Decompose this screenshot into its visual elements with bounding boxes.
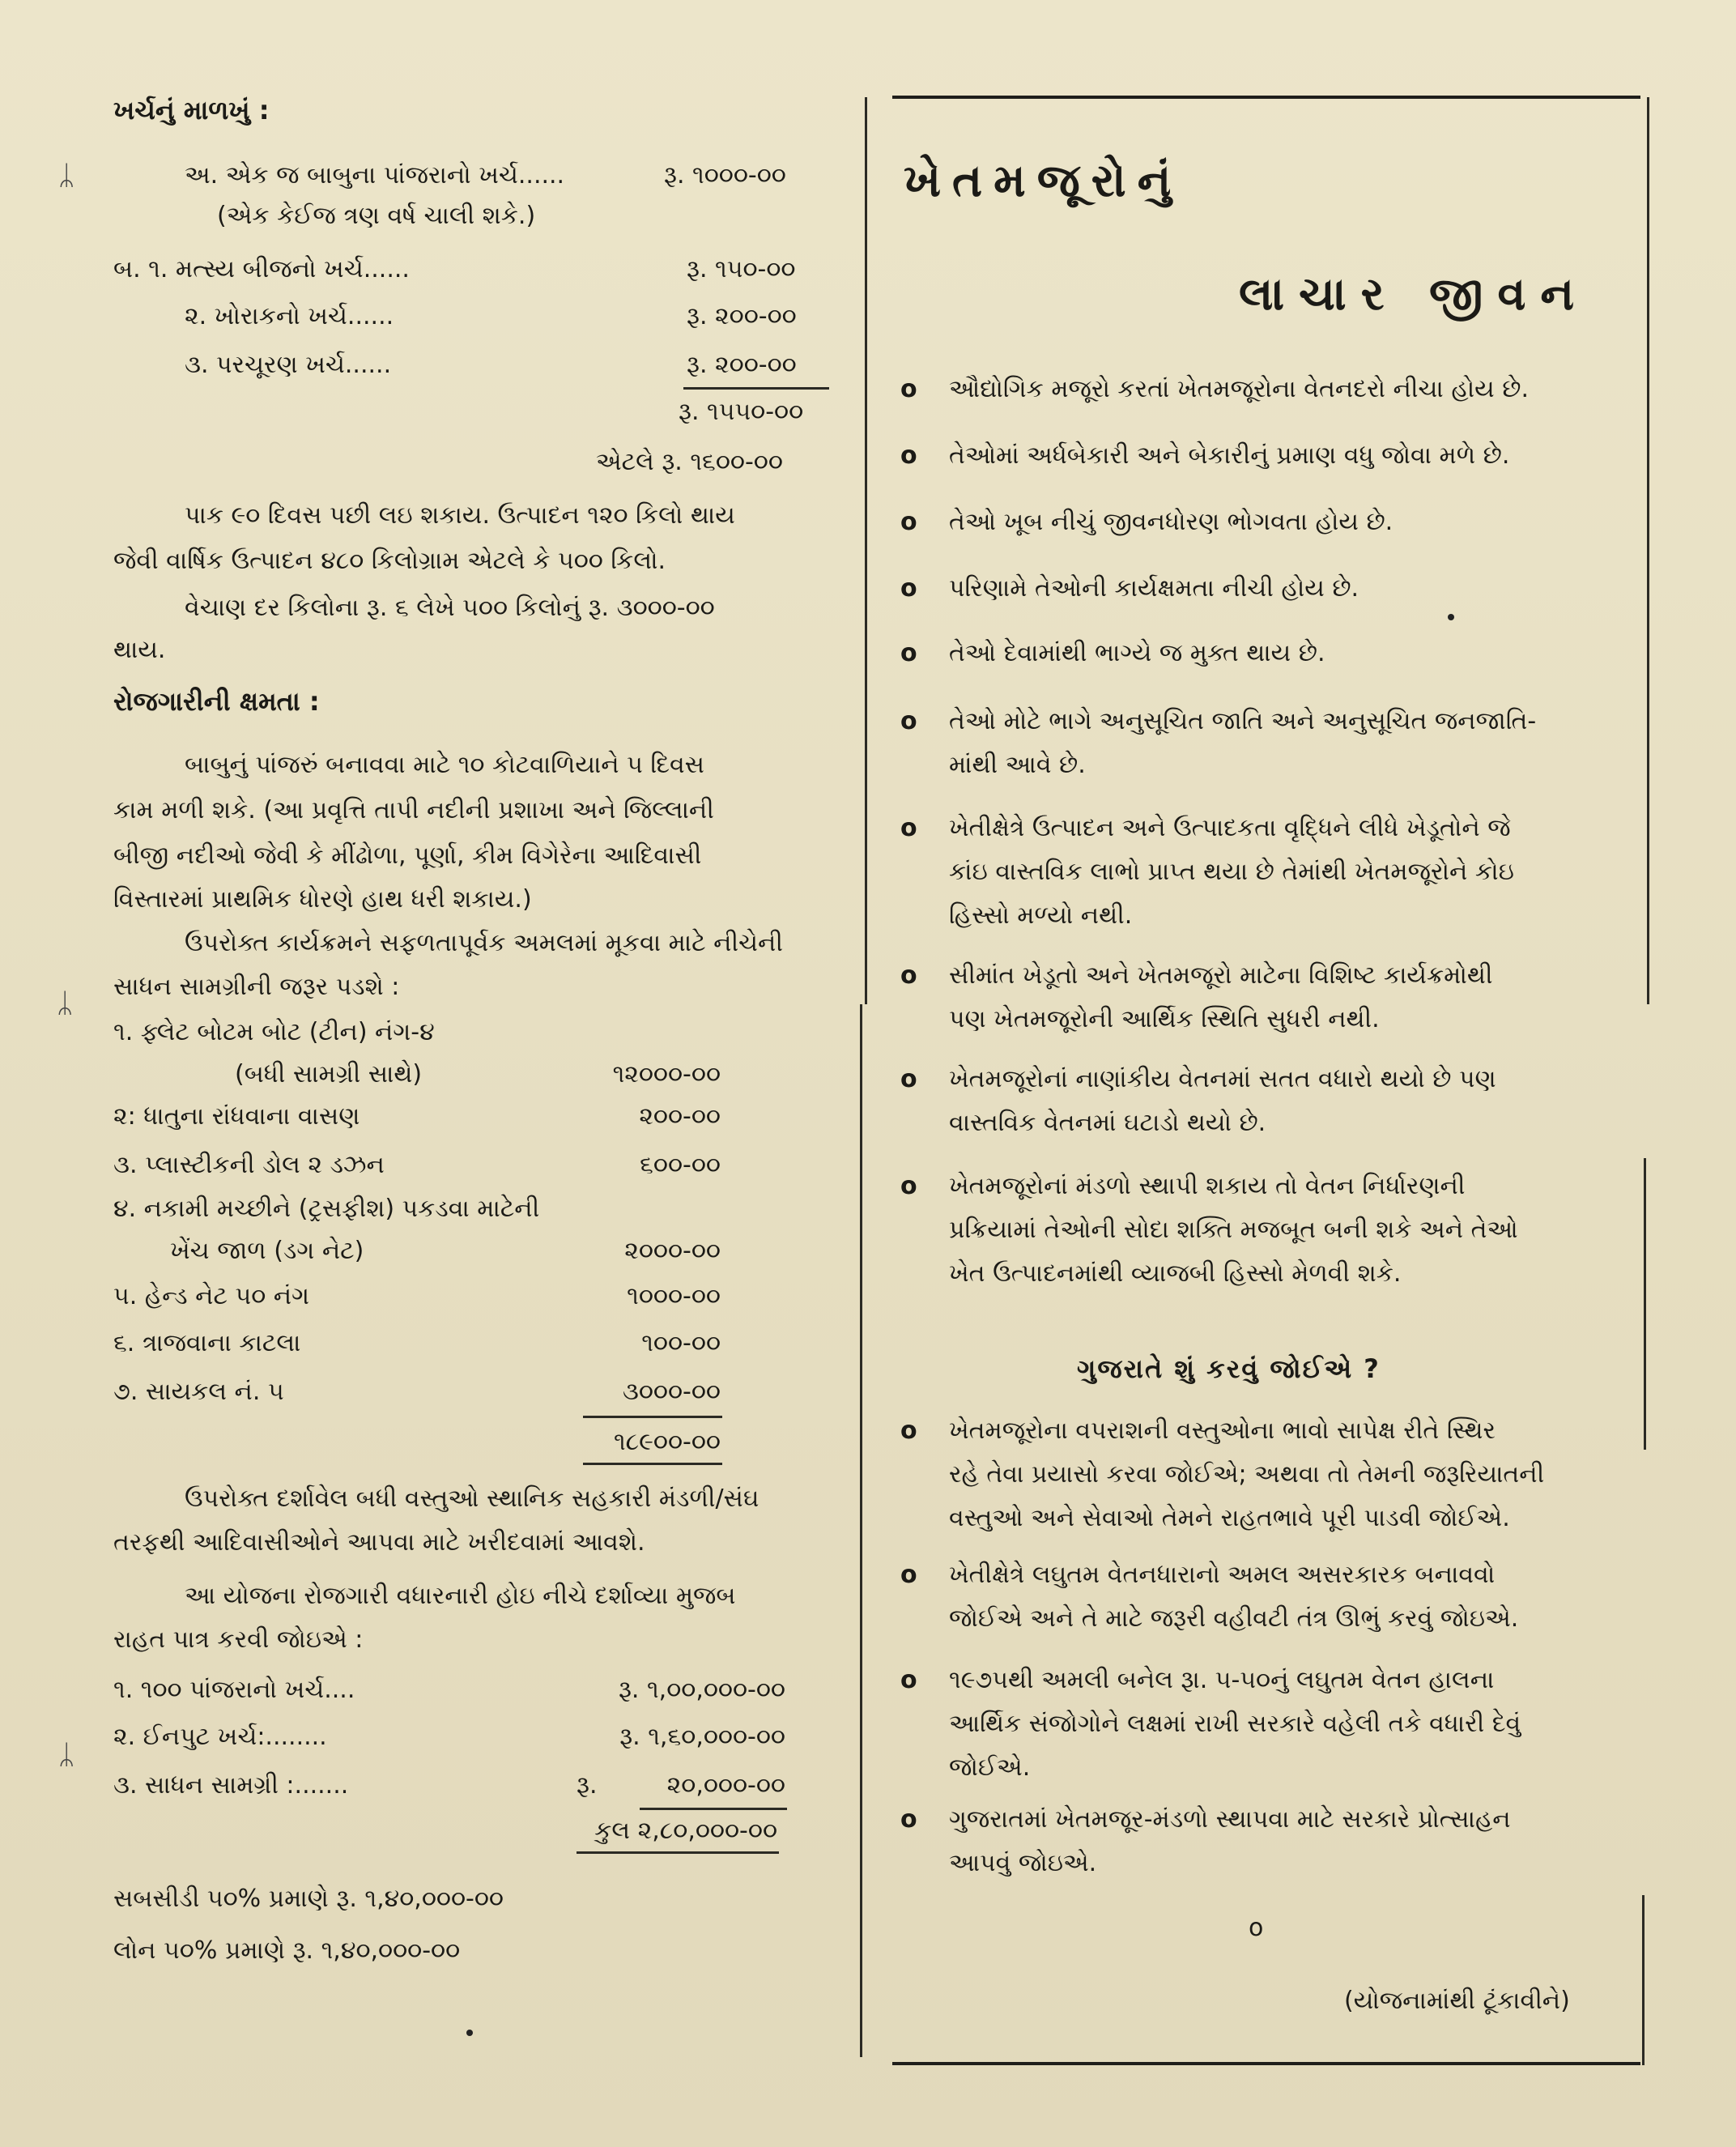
equipment-5-label: ૫. હેન્ડ નેટ ૫૦ નંગ	[113, 1282, 310, 1310]
equipment-1-value: ૧૨૦૦૦-૦૦	[612, 1060, 721, 1088]
question-heading: ગુજરાતે શું કરવું જોઈએ ?	[1077, 1353, 1381, 1384]
subtotal-rule	[683, 387, 829, 390]
cost-a-value: રૂ. ૧૦૦૦-૦૦	[664, 161, 786, 190]
problem-item-text: ખેત ઉત્પાદનમાંથી વ્યાજબી હિસ્સો મેળવી શકે.	[949, 1259, 1402, 1288]
equipment-2-label: ૨: ધાતુના રાંધવાના વાસણ	[113, 1102, 360, 1131]
problem-bullet: o	[900, 508, 917, 536]
page-dot	[466, 2030, 473, 2036]
relief-2-value: રૂ. ૧,૬૦,૦૦૦-૦૦	[619, 1723, 785, 1751]
cost-b2-value: રૂ. ૨૦૦-૦૦	[687, 302, 797, 330]
action-bullet: o	[900, 1416, 917, 1445]
problem-bullet: o	[900, 1065, 917, 1093]
end-mark: o	[1249, 1914, 1264, 1942]
box-top-rule	[892, 96, 1640, 99]
problem-item-text: પ્રક્રિયામાં તેઓની સોદા શક્તિ મજબૂત બની શકે અને તેઓ	[949, 1216, 1518, 1244]
problem-bullet: o	[900, 707, 917, 735]
cost-b3-value: રૂ. ૨૦૦-૦૦	[687, 351, 797, 379]
problem-item-text: હિસ્સો મળ્યો નથી.	[949, 901, 1133, 930]
cost-a-note: (એક કેઈજ ત્રણ વર્ષ ચાલી શકે.)	[217, 202, 536, 230]
problem-item-text: વાસ્તવિક વેતનમાં ઘટાડો થયો છે.	[949, 1109, 1266, 1137]
equipment-7-label: ૭. સાયકલ નં. ૫	[113, 1378, 284, 1406]
relief-2-label: ૨. ઈનપુટ ખર્ચ:........	[113, 1723, 327, 1751]
problem-bullet: o	[900, 375, 917, 403]
relief-total: કુલ ૨,૮૦,૦૦૦-૦૦	[594, 1817, 777, 1845]
relief-3-label: ૩. સાધન સામગ્રી :.......	[113, 1771, 349, 1800]
purchase-text-line2: તરફથી આદિવાસીઓને આપવા માટે ખરીદવામાં આવશે.	[113, 1528, 645, 1557]
purchase-text-line1: ઉપરોક્ત દર્શાવેલ બધી વસ્તુઓ સ્થાનિક સહકારી મંડળી/સંઘ	[185, 1485, 760, 1513]
relief-3-value: ૨૦,૦૦૦-૦૦	[666, 1771, 785, 1800]
equipment-3-label: ૩. પ્લાસ્ટીકની ડોલ ૨ ડઝન	[113, 1151, 385, 1179]
equipment-1-label: ૧. ફ્લેટ બોટમ બોટ (ટીન) નંગ-૪	[113, 1018, 435, 1046]
employment-line4: વિસ્તારમાં પ્રાથમિક ધોરણે હાથ ધરી શકાય.)	[113, 885, 532, 914]
cost-b1-value: રૂ. ૧૫૦-૦૦	[687, 255, 796, 283]
problem-item-text: ખેતીક્ષેત્રે ઉત્પાદન અને ઉત્પાદકતા વૃદ્ધિને લીધે ખેડૂતોને જે	[949, 814, 1511, 842]
action-item-text: રહે તેવા પ્રયાસો કરવા જોઈએ; અથવા તો તેમની જરૂરિયાતની	[949, 1460, 1545, 1489]
equipment-total-underline	[583, 1463, 722, 1465]
article-subtitle: લાચાર જીવન	[1239, 268, 1589, 321]
source-credit: (યોજનામાંથી ટૂંકાવીને)	[1344, 1987, 1570, 2015]
box-right-edge	[1642, 1895, 1645, 2065]
relief-3-prefix: રૂ.	[577, 1771, 598, 1800]
equipment-4-value: ૨૦૦૦-૦૦	[624, 1237, 721, 1265]
problem-bullet: o	[900, 441, 917, 470]
action-item-text: આર્થિક સંજોગોને લક્ષમાં રાખી સરકારે વહેલી તકે વધારી દેવું	[949, 1710, 1521, 1738]
problem-bullet: o	[900, 814, 917, 842]
equipment-total: ૧૮૯૦૦-૦૦	[613, 1428, 721, 1456]
cost-subtotal: રૂ. ૧૫૫૦-૦૦	[679, 398, 804, 426]
box-bottom-rule	[892, 2062, 1640, 2065]
equipment-4-note: ખેંચ જાળ (ડગ નેટ)	[170, 1237, 364, 1265]
cost-b2-label: ૨. ખોરાકનો ખર્ચ......	[185, 302, 394, 330]
problem-bullet: o	[900, 1172, 917, 1200]
problem-bullet: o	[900, 961, 917, 990]
problem-item-text: તેઓ ખૂબ નીચું જીવનધોરણ ભોગવતા હોય છે.	[949, 508, 1393, 536]
problem-item-text: ખેતમજૂરોનાં નાણાંકીય વેતનમાં સતત વધારો થયો છે પણ	[949, 1065, 1496, 1093]
cost-b1-label: બ. ૧. મત્સ્ય બીજનો ખર્ચ......	[113, 255, 410, 283]
action-item-text: ૧૯૭૫થી અમલી બનેલ રૂા. ૫-૫૦નું લઘુતમ વેતન હાલના	[949, 1666, 1495, 1694]
subsidy-line: સબસીડી ૫૦% પ્રમાણે રૂ. ૧,૪૦,૦૦૦-૦૦	[113, 1885, 504, 1913]
problem-item-text: માંથી આવે છે.	[949, 751, 1086, 779]
equipment-3-value: ૬૦૦-૦૦	[640, 1151, 721, 1179]
action-item-text: જોઈએ અને તે માટે જરૂરી વહીવટી તંત્ર ઊભું કરવું જોઇએ.	[949, 1604, 1519, 1633]
relief-1-value: રૂ. ૧,૦૦,૦૦૦-૦૦	[618, 1676, 785, 1704]
sales-text-line1: વેચાણ દર કિલોના રૂ. ૬ લેખે ૫૦૦ કિલોનું રૂ. ૩૦૦૦-૦૦	[185, 594, 715, 622]
harvest-text-line2: જેવી વાર્ષિક ઉત્પાદન ૪૮૦ કિલોગ્રામ એટલે કે ૫૦૦ કિલો.	[113, 547, 666, 575]
problem-item-text: તેઓમાં અર્ધબેકારી અને બેકારીનું પ્રમાણ વધુ જોવા મળે છે.	[949, 441, 1510, 470]
box-right-edge	[1647, 97, 1649, 1004]
problem-item-text: તેઓ મોટે ભાગે અનુસૂચિત જાતિ અને અનુસૂચિત જનજાતિ-	[949, 707, 1537, 735]
relief-1-label: ૧. ૧૦૦ પાંજરાનો ખર્ચ....	[113, 1676, 355, 1704]
action-item-text: વસ્તુઓ અને સેવાઓ તેમને રાહતભાવે પૂરી પાડવી જોઈએ.	[949, 1504, 1510, 1532]
equipment-6-label: ૬. ત્રાજવાના કાટલા	[113, 1329, 301, 1357]
column-divider	[865, 97, 867, 1004]
page-dot	[1448, 614, 1454, 620]
margin-punch-mark: ᛦ	[58, 1739, 75, 1771]
action-item-text: આપવું જોઇએ.	[949, 1849, 1097, 1877]
equipment-4-label: ૪. નકામી મચ્છીને (ટ્રસફીશ) પકડવા માટેની	[113, 1195, 540, 1223]
equipment-5-value: ૧૦૦૦-૦૦	[627, 1282, 721, 1310]
action-bullet: o	[900, 1561, 917, 1589]
action-item-text: ખેતીક્ષેત્રે લઘુતમ વેતનધારાનો અમલ અસરકારક બનાવવો	[949, 1561, 1496, 1589]
cost-structure-heading: ખર્ચનું માળખું :	[113, 95, 270, 126]
column-divider	[860, 1004, 862, 2057]
problem-item-text: પરિણામે તેઓની કાર્યક્ષમતા નીચી હોય છે.	[949, 574, 1359, 603]
loan-line: લોન ૫૦% પ્રમાણે રૂ. ૧,૪૦,૦૦૦-૦૦	[113, 1936, 461, 1965]
problem-item-text: કાંઇ વાસ્તવિક લાભો પ્રાપ્ત થયા છે તેમાંથી ખેતમજૂરોને કોઇ	[949, 858, 1514, 886]
equipment-7-value: ૩૦૦૦-૦૦	[622, 1378, 721, 1406]
action-item-text: ખેતમજૂરોના વપરાશની વસ્તુઓના ભાવો સાપેક્ષ રીતે સ્થિર	[949, 1416, 1496, 1445]
employment-line3: બીજી નદીઓ જેવી કે મીંઢોળા, પૂર્ણા, કીમ વિગેરેના આદિવાસી	[113, 841, 702, 870]
action-item-text: ગુજરાતમાં ખેતમજૂર-મંડળો સ્થાપવા માટે સરકારે પ્રોત્સાહન	[949, 1805, 1511, 1834]
problem-item-text: ઔદ્યોગિક મજૂરો કરતાં ખેતમજૂરોના વેતનદરો નીચા હોય છે.	[949, 375, 1529, 403]
action-item-text: જોઈએ.	[949, 1753, 1031, 1782]
problem-bullet: o	[900, 639, 917, 667]
box-right-edge	[1644, 1158, 1646, 1450]
cost-total: એટલે રૂ. ૧૬૦૦-૦૦	[596, 448, 783, 476]
relief-total-rule	[640, 1808, 787, 1810]
employment-line2: કામ મળી શકે. (આ પ્રવૃત્તિ તાપી નદીની પ્રશાખા અને જિલ્લાની	[113, 796, 714, 824]
relief-total-underline	[577, 1851, 779, 1854]
cost-a-label: અ. એક જ બાબુના પાંજરાનો ખર્ચ......	[185, 161, 565, 190]
equipment-6-value: ૧૦૦-૦૦	[641, 1329, 721, 1357]
action-bullet: o	[900, 1805, 917, 1834]
problem-item-text: ખેતમજૂરોનાં મંડળો સ્થાપી શકાય તો વેતન નિર્ધારણની	[949, 1172, 1466, 1200]
problem-bullet: o	[900, 574, 917, 603]
relief-intro-line2: રાહત પાત્ર કરવી જોઇએ :	[113, 1625, 364, 1654]
cost-b3-label: ૩. પરચૂરણ ખર્ચ......	[185, 351, 392, 379]
action-bullet: o	[900, 1666, 917, 1694]
employment-line6: સાધન સામગ્રીની જરૂર પડશે :	[113, 973, 400, 1001]
equipment-2-value: ૨૦૦-૦૦	[639, 1102, 721, 1131]
margin-punch-mark: ᛦ	[58, 160, 75, 192]
harvest-text-line1: પાક ૯૦ દિવસ પછી લઇ શકાય. ઉત્પાદન ૧૨૦ કિલો થાય	[185, 501, 735, 530]
problem-item-text: તેઓ દેવામાંથી ભાગ્યે જ મુક્ત થાય છે.	[949, 639, 1325, 667]
margin-punch-mark: ᛦ	[57, 987, 74, 1020]
article-title: ખેતમજૂરોનું	[904, 155, 1183, 207]
equipment-total-rule	[583, 1416, 722, 1418]
relief-intro-line1: આ યોજના રોજગારી વધારનારી હોઇ નીચે દર્શાવ્યા મુજબ	[185, 1582, 736, 1610]
problem-item-text: પણ ખેતમજૂરોની આર્થિક સ્થિતિ સુધરી નથી.	[949, 1005, 1380, 1033]
employment-line1: બાબુનું પાંજરું બનાવવા માટે ૧૦ કોટવાળિયાને ૫ દિવસ	[185, 751, 704, 779]
employment-heading: રોજગારીની ક્ષમતા :	[113, 686, 320, 717]
employment-line5: ઉપરોક્ત કાર્યક્રમને સફળતાપૂર્વક અમલમાં મૂકવા માટે નીચેની	[185, 929, 783, 957]
sales-text-line2: થાય.	[113, 636, 166, 664]
equipment-1-note: (બધી સામગ્રી સાથે)	[235, 1060, 423, 1088]
problem-item-text: સીમાંત ખેડૂતો અને ખેતમજૂરો માટેના વિશિષ્ટ કાર્યક્રમોથી	[949, 961, 1493, 990]
